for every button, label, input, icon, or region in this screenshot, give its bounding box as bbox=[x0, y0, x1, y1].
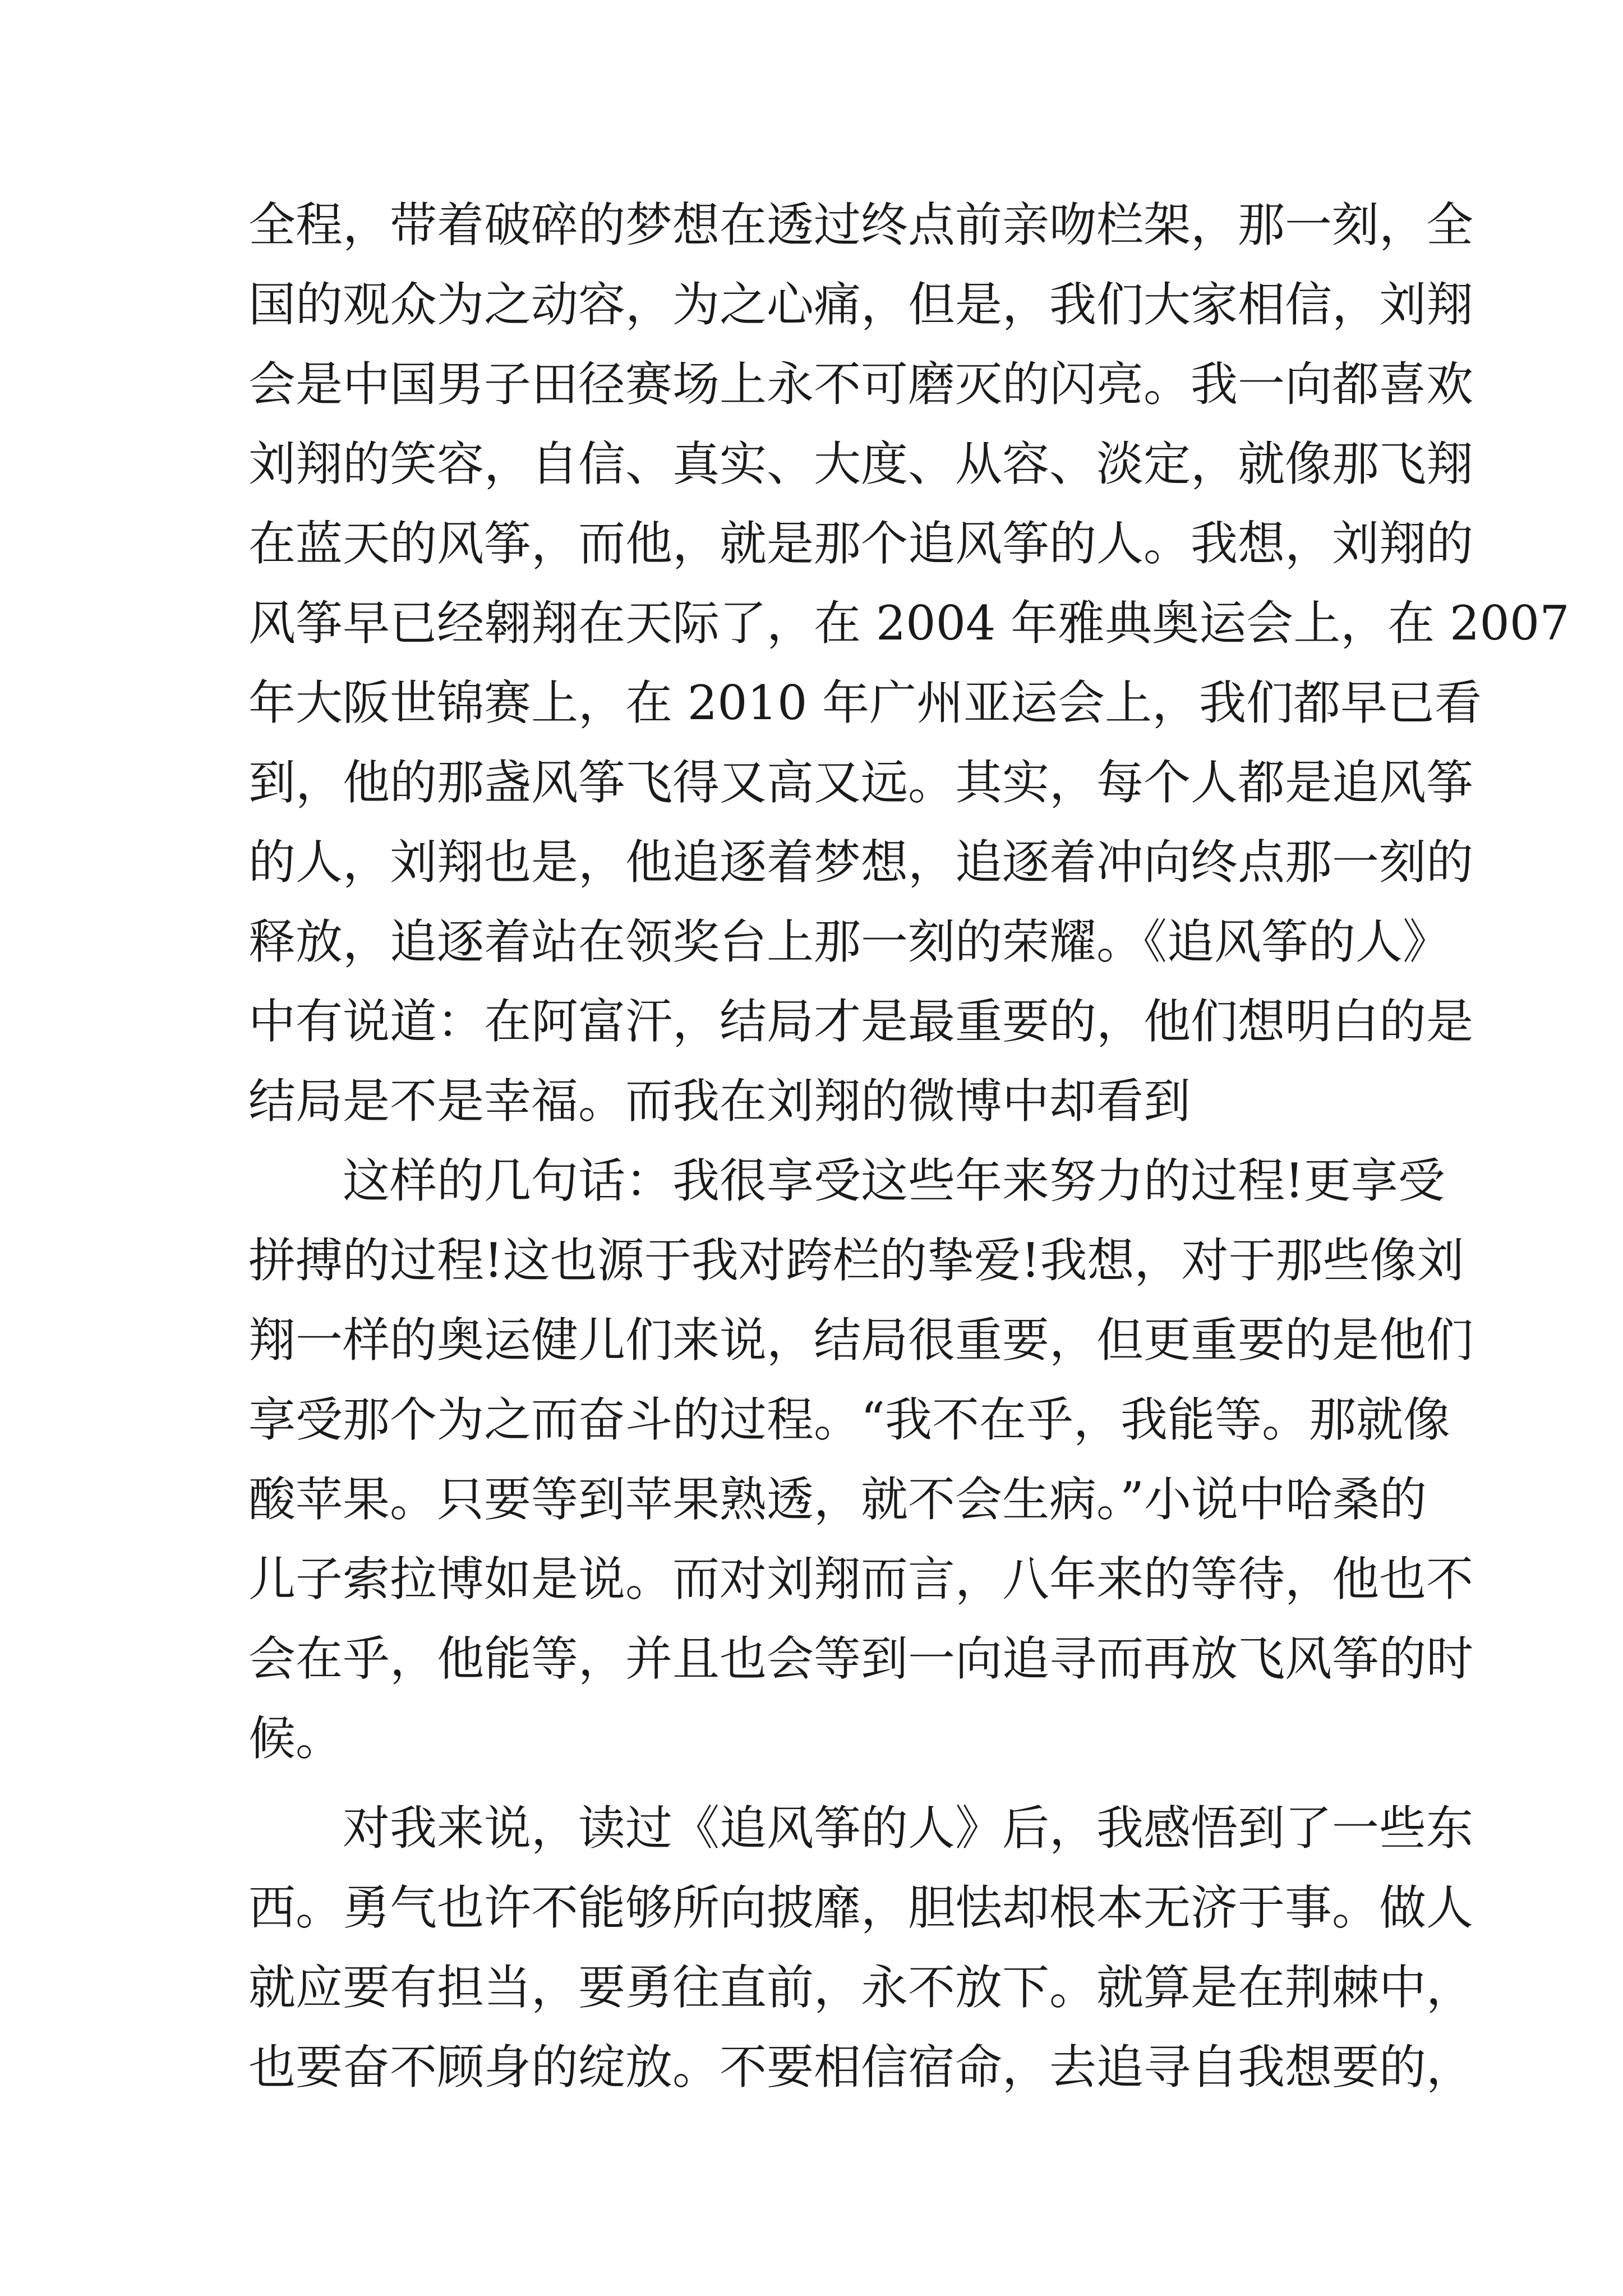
text-line: 的人，刘翔也是，他追逐着梦想，追逐着冲向终点那一刻的 bbox=[248, 835, 1474, 890]
text-line: 这样的几句话：我很享受这些年来努力的过程!更享受 bbox=[343, 1153, 1445, 1208]
text-line: 候。 bbox=[248, 1711, 343, 1766]
paragraph-2 bbox=[248, 1141, 1474, 1778]
paragraph-1 bbox=[248, 185, 1570, 1141]
text-line: 刘翔的笑容，自信、真实、大度、从容、淡定，就像那飞翔 bbox=[248, 436, 1474, 491]
text-line: 翔一样的奥运健儿们来说，结局很重要，但更重要的是他们 bbox=[248, 1313, 1474, 1368]
text-line: 到，他的那盏风筝飞得又高又远。其实，每个人都是追风筝 bbox=[248, 755, 1474, 810]
text-line: 会是中国男子田径赛场上永不可磨灭的闪亮。我一向都喜欢 bbox=[248, 357, 1474, 412]
text-line: 中有说道：在阿富汗，结局才是最重要的，他们想明白的是 bbox=[248, 994, 1474, 1049]
text-line: 对我来说，读过《追风筝的人》后，我感悟到了一些东 bbox=[343, 1801, 1474, 1856]
text-line: 享受那个为之而奋斗的过程。“我不在乎，我能等。那就像 bbox=[248, 1392, 1450, 1447]
text-line: 释放，追逐着站在领奖台上那一刻的荣耀。《追风筝的人》 bbox=[248, 914, 1450, 969]
text-line: 酸苹果。只要等到苹果熟透，就不会生病。”小说中哈桑的 bbox=[248, 1472, 1427, 1527]
text-line: 年大阪世锦赛上，在 2010 年广州亚运会上，我们都早已看 bbox=[248, 675, 1482, 730]
text-line: 在蓝天的风筝，而他，就是那个追风筝的人。我想，刘翔的 bbox=[248, 516, 1474, 571]
text-line: 国的观众为之动容，为之心痛，但是，我们大家相信，刘翔 bbox=[248, 277, 1474, 332]
text-line: 也要奋不顾身的绽放。不要相信宿命，去追寻自我想要的， bbox=[248, 2040, 1474, 2095]
paragraph-3 bbox=[248, 1788, 1474, 2107]
text-line: 拼搏的过程!这也源于我对跨栏的挚爱!我想，对于那些像刘 bbox=[248, 1233, 1464, 1288]
body-text bbox=[248, 185, 1570, 2107]
text-line: 风筝早已经翱翔在天际了，在 2004 年雅典奥运会上，在 2007 bbox=[248, 596, 1570, 651]
text-line: 儿子索拉博如是说。而对刘翔而言，八年来的等待，他也不 bbox=[248, 1552, 1474, 1607]
text-line: 全程，带着破碎的梦想在透过终点前亲吻栏架，那一刻，全 bbox=[248, 197, 1474, 252]
paragraph-gap bbox=[248, 1778, 1381, 1788]
text-line: 西。勇气也许不能够所向披靡，胆怯却根本无济于事。做人 bbox=[248, 1880, 1474, 1935]
text-line: 结局是不是幸福。而我在刘翔的微博中却看到 bbox=[248, 1074, 1191, 1129]
text-line: 会在乎，他能等，并且也会等到一向追寻而再放飞风筝的时 bbox=[248, 1631, 1474, 1686]
text-line: 就应要有担当，要勇往直前，永不放下。就算是在荆棘中， bbox=[248, 1960, 1474, 2015]
